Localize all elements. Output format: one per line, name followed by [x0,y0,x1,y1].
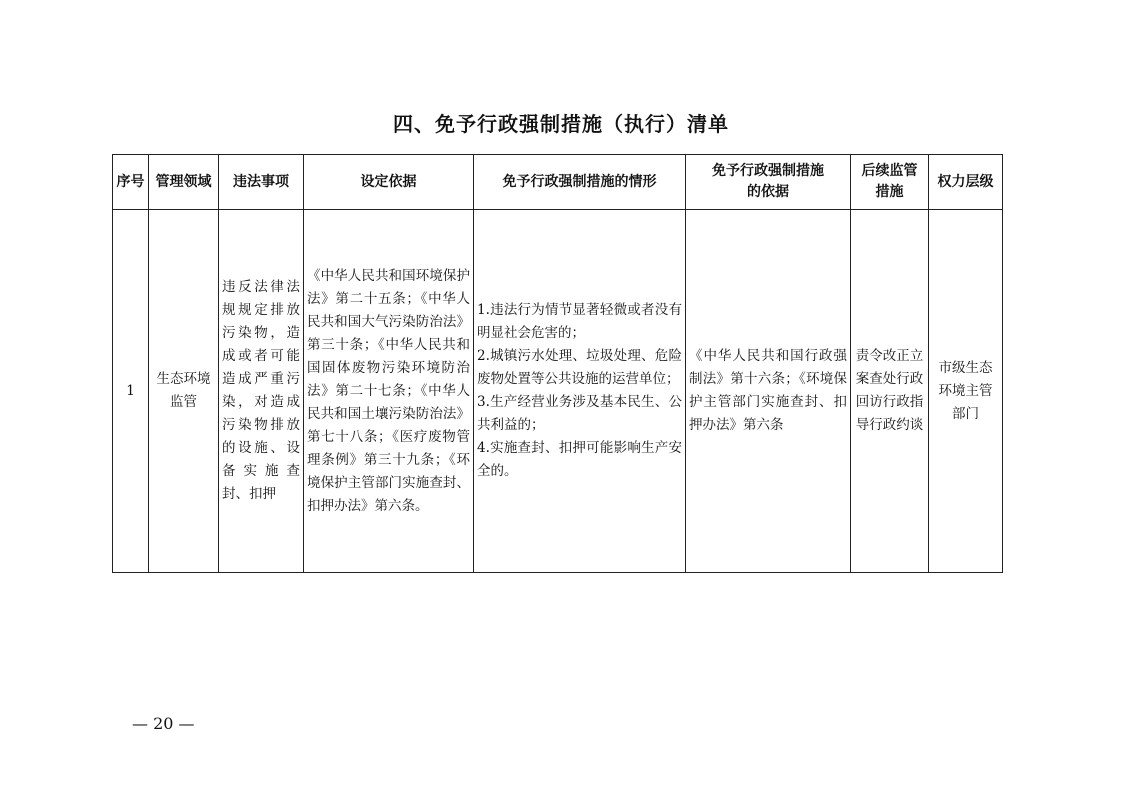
header-circumstances: 免予行政强制措施的情形 [474,155,686,210]
page-number: — 20 — [132,714,195,733]
table-header-row [113,155,1003,210]
header-followup-line1: 后续监管 [861,163,918,179]
header-followup-line2: 措施 [875,184,904,200]
exemption-list-table [112,154,1003,573]
page-title: 四、免予行政强制措施（执行）清单 [393,112,729,136]
header-exempt-basis-line1: 免予行政强制措施 [712,163,824,179]
header-exempt-basis-line2: 的依据 [747,184,789,200]
cell-circumstances [474,210,686,573]
table-row [113,210,1003,573]
cell-violation: 违反法律法规规定排放污染物，造成或者可能造成严重污染，对造成污染物排放的设施、设备实施查封、扣押 [219,210,304,573]
header-followup [851,155,929,210]
cell-domain: 生态环境监管 [149,210,219,573]
header-seq: 序号 [113,155,149,210]
cell-followup: 责令改正立案查处行政回访行政指导行政约谈 [851,210,929,573]
header-domain: 管理领域 [149,155,219,210]
cell-level: 市级生态环境主管部门 [929,210,1003,573]
cell-basis: 《中华人民共和国环境保护法》第二十五条；《中华人民共和国大气污染防治法》第三十条；《中华人民共和国固体废物污染环境防治法》第二十七条；《中华人民共和国土壤污染防治法》第七十八条；《医疗废物管理条例》第三十九条；《环境保护主管部门实施查封、扣押办法》第六条。 [304,210,474,573]
cell-seq: 1 [113,210,149,573]
header-violation: 违法事项 [219,155,304,210]
header-exempt-basis [686,155,851,210]
header-level: 权力层级 [929,155,1003,210]
circumstance-item-1: 1.违法行为情节显著轻微或者没有明显社会危害的； [477,302,682,341]
circumstance-item-3: 3.生产经营业务涉及基本民生、公共利益的； [477,394,682,433]
circumstance-item-4: 4.实施查封、扣押可能影响生产安全的。 [477,440,682,479]
header-basis: 设定依据 [304,155,474,210]
circumstance-item-2: 2.城镇污水处理、垃圾处理、危险废物处置等公共设施的运营单位； [477,348,682,387]
cell-exempt-basis: 《中华人民共和国行政强制法》第十六条；《环境保护主管部门实施查封、扣押办法》第六条 [686,210,851,573]
